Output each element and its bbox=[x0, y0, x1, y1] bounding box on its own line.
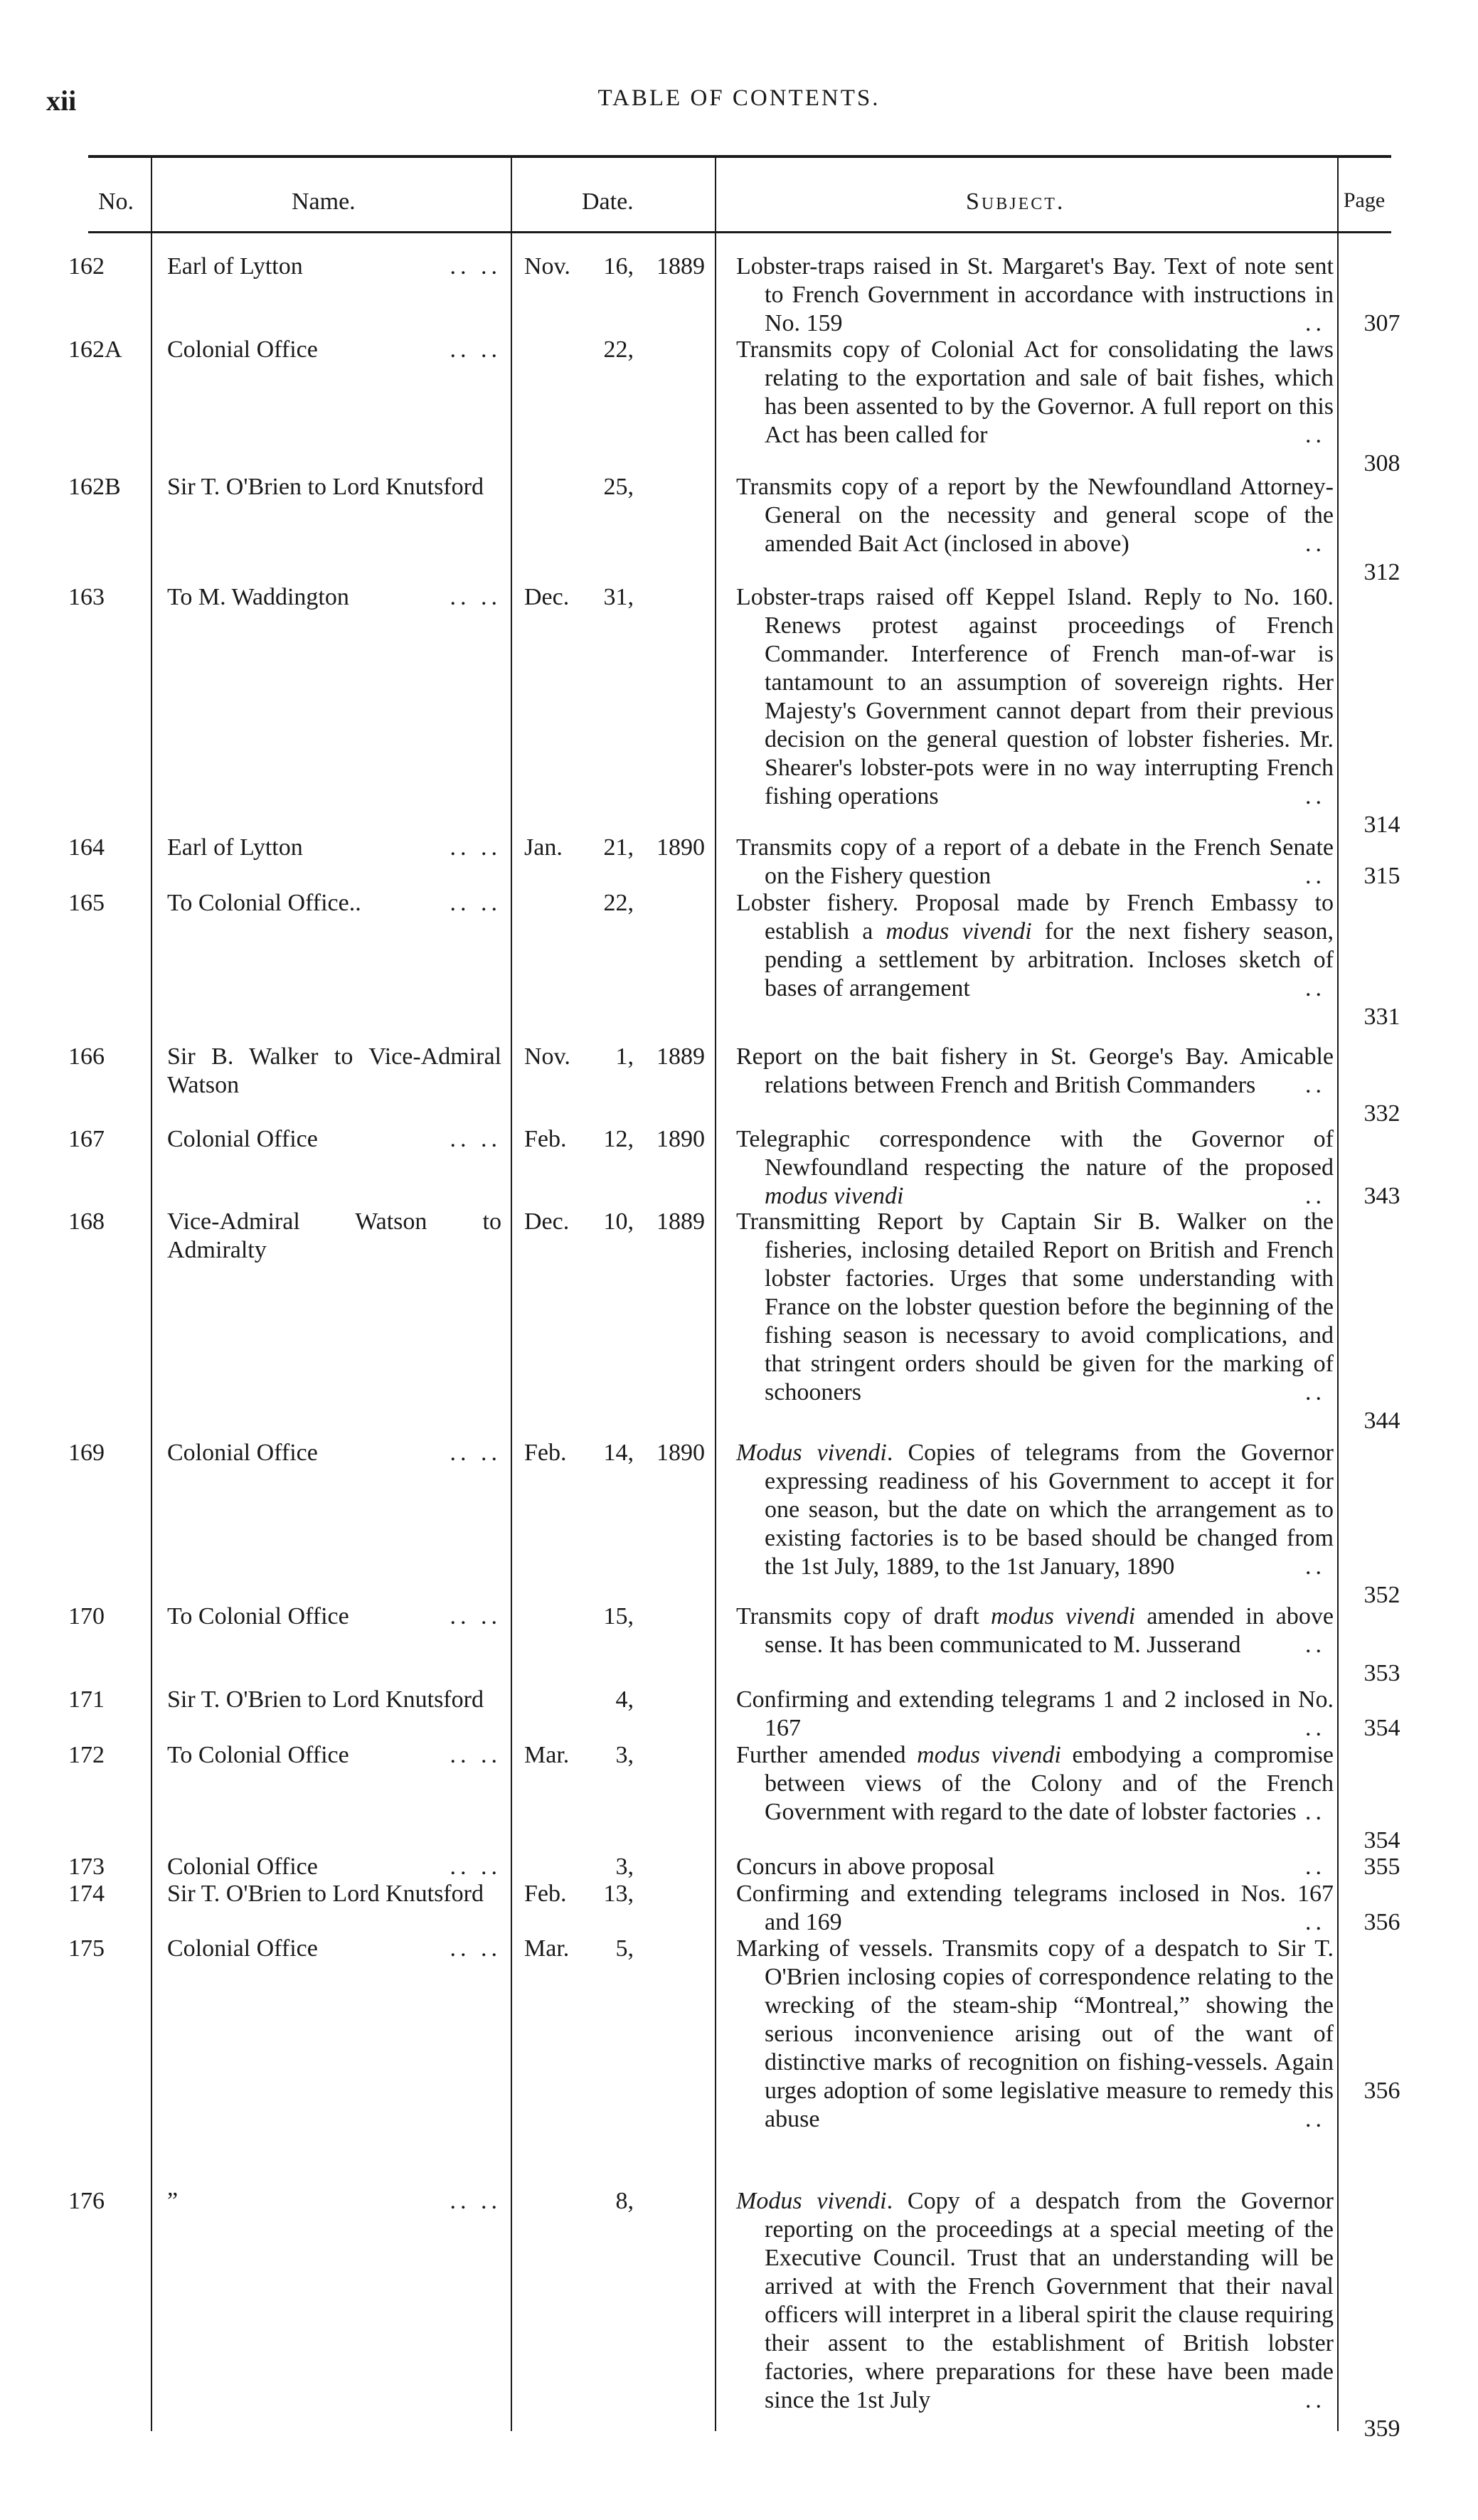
entry-number: 176 bbox=[68, 2188, 105, 2214]
leader-dots: .. .. bbox=[450, 2188, 501, 2214]
page-header bbox=[0, 84, 1478, 127]
table-row bbox=[0, 1125, 1478, 1211]
entry-name: Sir B. Walker to Vice-Admiral Watson bbox=[167, 1043, 501, 1098]
entry-subject: Marking of vessels. Transmits copy of a despatch to Sir T. O'Brien inclosing copies of correspondence relating to the wrecking of the steam-ship “Montreal,” showing the serious inconvenience arising out of the want of distinctive marks of recognition on fishing-vessels. Again urges adoption of some legislative measure to remedy this abuse .. bbox=[736, 1935, 1334, 2132]
entry-page: 356 bbox=[1363, 2078, 1400, 2104]
entry-date: Mar. 3, bbox=[524, 1742, 634, 1768]
entry-subject: Telegraphic correspondence with the Governor of Newfoundland respecting the nature of the proposed modus vivendi .. bbox=[736, 1126, 1334, 1209]
leader-dots: .. .. bbox=[450, 890, 501, 916]
leader-dots: .. .. bbox=[450, 336, 501, 363]
table-row bbox=[0, 889, 1478, 1031]
entry-subject: Transmits copy of a report by the Newfoundland Attorney-General on the necessity and general scope of the amended Bait Act (inclosed in above) .. bbox=[736, 474, 1334, 557]
table-row bbox=[0, 583, 1478, 839]
table-row bbox=[0, 1853, 1478, 1881]
leader-dots: .. .. bbox=[450, 253, 501, 280]
entry-date: Feb. 14, 1890 bbox=[524, 1440, 705, 1466]
leader-dots: .. .. bbox=[450, 834, 501, 861]
entry-name: To M. Waddington .. .. bbox=[167, 584, 501, 610]
entry-date: Nov. 1, 1889 bbox=[524, 1043, 705, 1070]
table-top-rule bbox=[88, 155, 1391, 158]
entry-name: Colonial Office .. .. bbox=[167, 1440, 501, 1466]
entry-name: Sir T. O'Brien to Lord Knutsford bbox=[167, 1686, 484, 1713]
entry-date: 8, bbox=[615, 2188, 634, 2214]
col-head-no: No. bbox=[98, 188, 134, 215]
entry-name: Earl of Lytton .. .. bbox=[167, 834, 501, 861]
entry-date: 15, bbox=[603, 1603, 634, 1630]
entry-number: 174 bbox=[68, 1881, 105, 1907]
entry-page: 308 bbox=[1363, 450, 1400, 477]
entry-number: 171 bbox=[68, 1686, 105, 1713]
table-row bbox=[0, 1741, 1478, 1855]
entry-subject: Transmits copy of draft modus vivendi amended in above sense. It has been communicated to M. Jusserand .. bbox=[736, 1603, 1334, 1658]
entry-number: 165 bbox=[68, 890, 105, 916]
entry-number: 166 bbox=[68, 1043, 105, 1070]
table-row bbox=[0, 1880, 1478, 1937]
entry-date: Nov. 16, 1889 bbox=[524, 253, 705, 280]
entry-page: 353 bbox=[1363, 1660, 1400, 1686]
table-row bbox=[0, 1935, 1478, 2132]
entry-number: 173 bbox=[68, 1854, 105, 1880]
entry-date: 22, bbox=[603, 336, 634, 363]
entry-number: 162 bbox=[68, 253, 105, 280]
table-row bbox=[0, 2187, 1478, 2443]
entry-subject: Transmits copy of a report of a debate in the French Senate on the Fishery question .. bbox=[736, 834, 1334, 889]
entry-name: Colonial Office .. .. bbox=[167, 336, 501, 363]
table-row bbox=[0, 834, 1478, 890]
table-row bbox=[0, 473, 1478, 587]
entry-subject: Transmitting Report by Captain Sir B. Walker on the fisheries, inclosing detailed Report on British and French lobster factories. Urges that some understanding with France on the lobster question before the beginning of the fishing season is necessary to avoid complications, and that stringent orders should be given for the marking of schooners .. bbox=[736, 1208, 1334, 1405]
entry-subject: Further amended modus vivendi embodying a compromise between views of the Colony and of the French Government with regard to the date of lobster factories .. bbox=[736, 1742, 1334, 1825]
page-number: xii bbox=[46, 85, 77, 117]
leader-dots: .. .. bbox=[450, 1935, 501, 1962]
entry-subject: Confirming and extending telegrams inclosed in Nos. 167 and 169 .. bbox=[736, 1881, 1334, 1935]
col-head-page: Page bbox=[1343, 188, 1386, 212]
col-head-name: Name. bbox=[292, 188, 356, 215]
table-head-rule bbox=[88, 231, 1391, 233]
entry-number: 164 bbox=[68, 834, 105, 861]
entry-date: Dec. 31, bbox=[524, 584, 634, 610]
col-head-subject: Subject. bbox=[966, 188, 1065, 215]
entry-date: Feb. 12, 1890 bbox=[524, 1126, 705, 1152]
entry-subject: Lobster-traps raised off Keppel Island. Reply to No. 160. Renews protest against proceedings of French Commander. Interference of French man-of-war is tantamount to an assumption of sovereign rights. Her Majesty's Government cannot depart from their previous decision on the general question of lobster fisheries. Mr. Shearer's lobster-pots were in no way interrupting French fishing operations .. bbox=[736, 584, 1334, 809]
entry-page: 356 bbox=[1363, 1909, 1400, 1935]
entry-page: 331 bbox=[1363, 1004, 1400, 1030]
entry-page: 359 bbox=[1363, 2415, 1400, 2442]
leader-dots: .. .. bbox=[450, 1126, 501, 1152]
table-row bbox=[0, 1602, 1478, 1688]
table-row bbox=[0, 1686, 1478, 1743]
entry-subject: Concurs in above proposal .. bbox=[736, 1854, 1326, 1880]
entry-date: 25, bbox=[603, 474, 634, 500]
entry-subject: Lobster-traps raised in St. Margaret's Bay. Text of note sent to French Government in accordance with instructions in No. 159 .. bbox=[736, 253, 1334, 336]
entry-number: 169 bbox=[68, 1440, 105, 1466]
entry-name: To Colonial Office .. .. bbox=[167, 1742, 501, 1768]
entry-date: 22, bbox=[603, 890, 634, 916]
entry-number: 163 bbox=[68, 584, 105, 610]
entry-page: 315 bbox=[1363, 863, 1400, 889]
entry-number: 167 bbox=[68, 1126, 105, 1152]
entry-page: 312 bbox=[1363, 559, 1400, 585]
table-row bbox=[0, 252, 1478, 338]
entry-number: 172 bbox=[68, 1742, 105, 1768]
entry-date: Mar. 5, bbox=[524, 1935, 634, 1962]
entry-page: 354 bbox=[1363, 1827, 1400, 1854]
entry-name: Sir T. O'Brien to Lord Knutsford bbox=[167, 1881, 484, 1907]
entry-subject: Lobster fishery. Proposal made by French Embassy to establish a modus vivendi for the next fishery season, pending a settlement by arbitration. Incloses sketch of bases of arrangement .. bbox=[736, 890, 1334, 1001]
leader-dots: .. .. bbox=[450, 1742, 501, 1768]
table-row bbox=[0, 1043, 1478, 1128]
entry-subject: Report on the bait fishery in St. George's Bay. Amicable relations between French and British Commanders .. bbox=[736, 1043, 1334, 1098]
entry-name: Colonial Office .. .. bbox=[167, 1854, 501, 1880]
entry-number: 175 bbox=[68, 1935, 105, 1962]
entry-date: Feb. 13, bbox=[524, 1881, 634, 1907]
entry-date: Jan. 21, 1890 bbox=[524, 834, 705, 861]
leader-dots: .. .. bbox=[450, 584, 501, 610]
entry-date: 3, bbox=[615, 1854, 634, 1880]
entry-subject: Modus vivendi. Copies of telegrams from the Governor expressing readiness of his Government to accept it for one season, but the date on which the arrangement as to existing factories is to be based should be changed from the 1st July, 1889, to the 1st January, 1890 .. bbox=[736, 1440, 1334, 1580]
entry-date: Dec. 10, 1889 bbox=[524, 1208, 705, 1235]
entry-name: To Colonial Office .. .. bbox=[167, 1603, 501, 1630]
entry-number: 162A bbox=[68, 336, 122, 363]
col-head-date: Date. bbox=[582, 188, 634, 215]
entry-subject: Modus vivendi. Copy of a despatch from the Governor reporting on the proceedings at a special meeting of the Executive Council. Trust that an understanding will be arrived at with the French Government that their naval officers will interpret in a liberal spirit the clause requiring their assent to the establishment of British lobster factories, where preparations for these have been made since the 1st July .. bbox=[736, 2188, 1334, 2413]
entry-name: Sir T. O'Brien to Lord Knutsford bbox=[167, 474, 484, 500]
entry-name: Vice-Admiral Watson to Admiralty bbox=[167, 1208, 501, 1263]
leader-dots: .. .. bbox=[450, 1440, 501, 1466]
entry-number: 162B bbox=[68, 474, 121, 500]
entry-name: To Colonial Office.. .. .. bbox=[167, 890, 501, 916]
entry-number: 168 bbox=[68, 1208, 105, 1235]
entry-subject: Transmits copy of Colonial Act for consolidating the laws relating to the exportation and sale of bait fishes, which has been assented to by the Governor. A full report on this Act has been called for .. bbox=[736, 336, 1334, 448]
entry-page: 307 bbox=[1363, 310, 1400, 336]
table-row bbox=[0, 336, 1478, 478]
entry-name: Earl of Lytton .. .. bbox=[167, 253, 501, 280]
entry-page: 344 bbox=[1363, 1408, 1400, 1434]
entry-page: 354 bbox=[1363, 1715, 1400, 1741]
table-row bbox=[0, 1208, 1478, 1435]
leader-dots: .. .. bbox=[450, 1603, 501, 1630]
leader-dots: .. .. bbox=[450, 1854, 501, 1880]
running-title: TABLE OF CONTENTS. bbox=[597, 85, 881, 111]
entry-page: 352 bbox=[1363, 1582, 1400, 1608]
entry-name: Colonial Office .. .. bbox=[167, 1935, 501, 1962]
entry-name: ” .. .. bbox=[167, 2188, 501, 2214]
entry-page: 332 bbox=[1363, 1100, 1400, 1127]
entry-page: 343 bbox=[1363, 1183, 1400, 1209]
entry-name: Colonial Office .. .. bbox=[167, 1126, 501, 1152]
table-row bbox=[0, 1439, 1478, 1610]
entry-date: 4, bbox=[615, 1686, 634, 1713]
entry-page: 314 bbox=[1363, 812, 1400, 838]
entry-number: 170 bbox=[68, 1603, 105, 1630]
entry-page: 355 bbox=[1363, 1854, 1400, 1880]
entry-subject: Confirming and extending telegrams 1 and 2 inclosed in No. 167 .. bbox=[736, 1686, 1334, 1741]
